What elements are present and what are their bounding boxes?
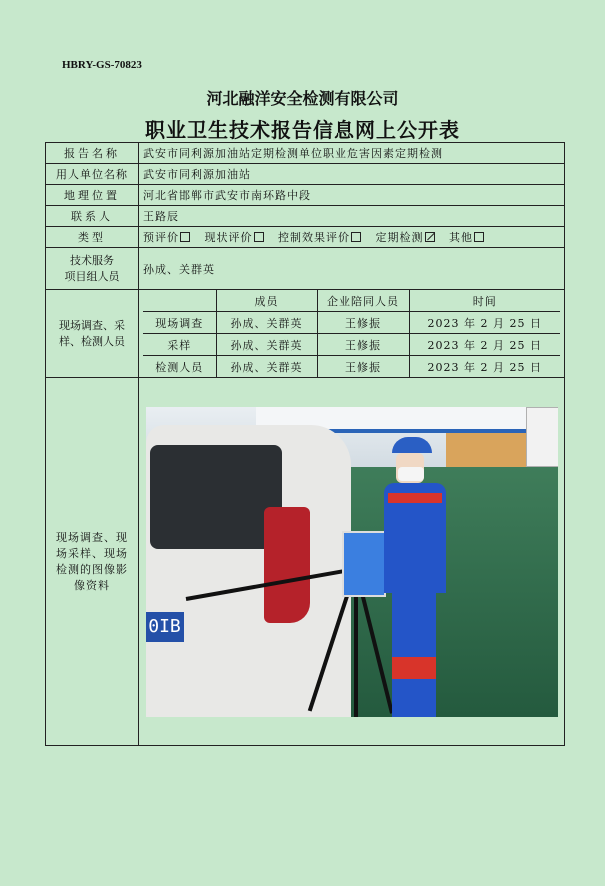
survey-header-escort: 企业陪同人员 — [317, 290, 409, 312]
photo-worker-knee-band — [392, 657, 436, 679]
checkbox-control-evaluation[interactable] — [351, 232, 361, 242]
survey-date: 2023 年 2 月 25 日 — [409, 312, 560, 334]
row-images — [46, 378, 565, 746]
photo-tail-light — [264, 507, 310, 623]
row-report-name — [46, 143, 565, 164]
checkbox-status-evaluation[interactable] — [254, 232, 264, 242]
photo-poster — [526, 407, 558, 467]
survey-header-date: 时间 — [409, 290, 560, 312]
photo-tripod-leg — [354, 593, 358, 717]
survey-table — [143, 290, 560, 377]
label-images — [46, 378, 139, 746]
survey-header-role — [143, 290, 216, 312]
value-location: 河北省邯郸市武安市南环路中段 — [139, 185, 565, 206]
type-option-status-evaluation: 现状评价 — [205, 231, 270, 244]
label-images-line1: 现场调查、现 — [56, 530, 128, 544]
survey-escort: 王修振 — [317, 356, 409, 378]
photo-worker-trousers — [392, 593, 436, 717]
checkbox-other[interactable] — [474, 232, 484, 242]
value-employer: 武安市同利源加油站 — [139, 164, 565, 185]
value-team: 孙成、关群英 — [139, 248, 565, 290]
survey-cell — [139, 290, 565, 378]
label-report-name: 报告名称 — [46, 143, 139, 164]
survey-role: 检测人员 — [143, 356, 216, 378]
survey-members: 孙成、关群英 — [216, 356, 317, 378]
disclosure-table — [45, 142, 565, 746]
label-survey — [46, 290, 139, 378]
survey-members: 孙成、关群英 — [216, 312, 317, 334]
row-team — [46, 248, 565, 290]
row-location — [46, 185, 565, 206]
survey-role: 采样 — [143, 334, 216, 356]
photo-sampling-device — [342, 531, 386, 597]
document-code: HBRY-GS-70823 — [62, 59, 142, 71]
photo-worker-mask — [398, 467, 424, 481]
form-title: 职业卫生技术报告信息网上公开表 — [145, 118, 460, 142]
label-type: 类型 — [46, 227, 139, 248]
label-employer: 用人单位名称 — [46, 164, 139, 185]
survey-date: 2023 年 2 月 25 日 — [409, 334, 560, 356]
label-team — [46, 248, 139, 290]
label-team-line2: 项目组人员 — [64, 269, 120, 283]
image-cell — [139, 378, 565, 746]
label-team-line1: 技术服务 — [70, 253, 114, 267]
checkbox-pre-evaluation[interactable] — [180, 232, 190, 242]
survey-row-investigation — [143, 312, 560, 334]
survey-escort: 王修振 — [317, 312, 409, 334]
label-images-line2: 场采样、现场 — [56, 546, 128, 560]
survey-header-row — [143, 290, 560, 312]
survey-members: 孙成、关群英 — [216, 334, 317, 356]
type-option-pre-evaluation: 预评价 — [143, 231, 196, 244]
survey-date: 2023 年 2 月 25 日 — [409, 356, 560, 378]
label-location: 地理位置 — [46, 185, 139, 206]
label-survey-line2: 样、检测人员 — [59, 334, 125, 348]
survey-row-testing — [143, 356, 560, 378]
type-option-control-evaluation: 控制效果评价 — [278, 231, 367, 244]
site-photo — [146, 407, 558, 717]
row-employer — [46, 164, 565, 185]
survey-header-members: 成员 — [216, 290, 317, 312]
label-contact: 联系人 — [46, 206, 139, 227]
photo-car-window — [150, 445, 282, 549]
photo-worker-stripe — [388, 493, 442, 503]
checkbox-periodic-testing[interactable] — [425, 232, 435, 242]
row-contact — [46, 206, 565, 227]
type-option-other: 其他 — [449, 231, 490, 244]
value-report-name: 武安市同利源加油站定期检测单位职业危害因素定期检测 — [139, 143, 565, 164]
value-contact: 王路辰 — [139, 206, 565, 227]
row-survey — [46, 290, 565, 378]
label-images-line3: 检测的图像影 — [56, 562, 128, 576]
survey-row-sampling — [143, 334, 560, 356]
survey-role: 现场调查 — [143, 312, 216, 334]
type-options — [139, 227, 565, 248]
survey-escort: 王修振 — [317, 334, 409, 356]
type-option-periodic-testing: 定期检测 — [376, 231, 441, 244]
label-images-line4: 像资料 — [74, 578, 110, 592]
row-type — [46, 227, 565, 248]
photo-license-plate: 0IB — [146, 612, 184, 642]
photo-worker — [384, 437, 446, 717]
photo-worker-cap — [392, 437, 432, 453]
company-name: 河北融洋安全检测有限公司 — [206, 89, 399, 108]
label-survey-line1: 现场调查、采 — [59, 318, 125, 332]
